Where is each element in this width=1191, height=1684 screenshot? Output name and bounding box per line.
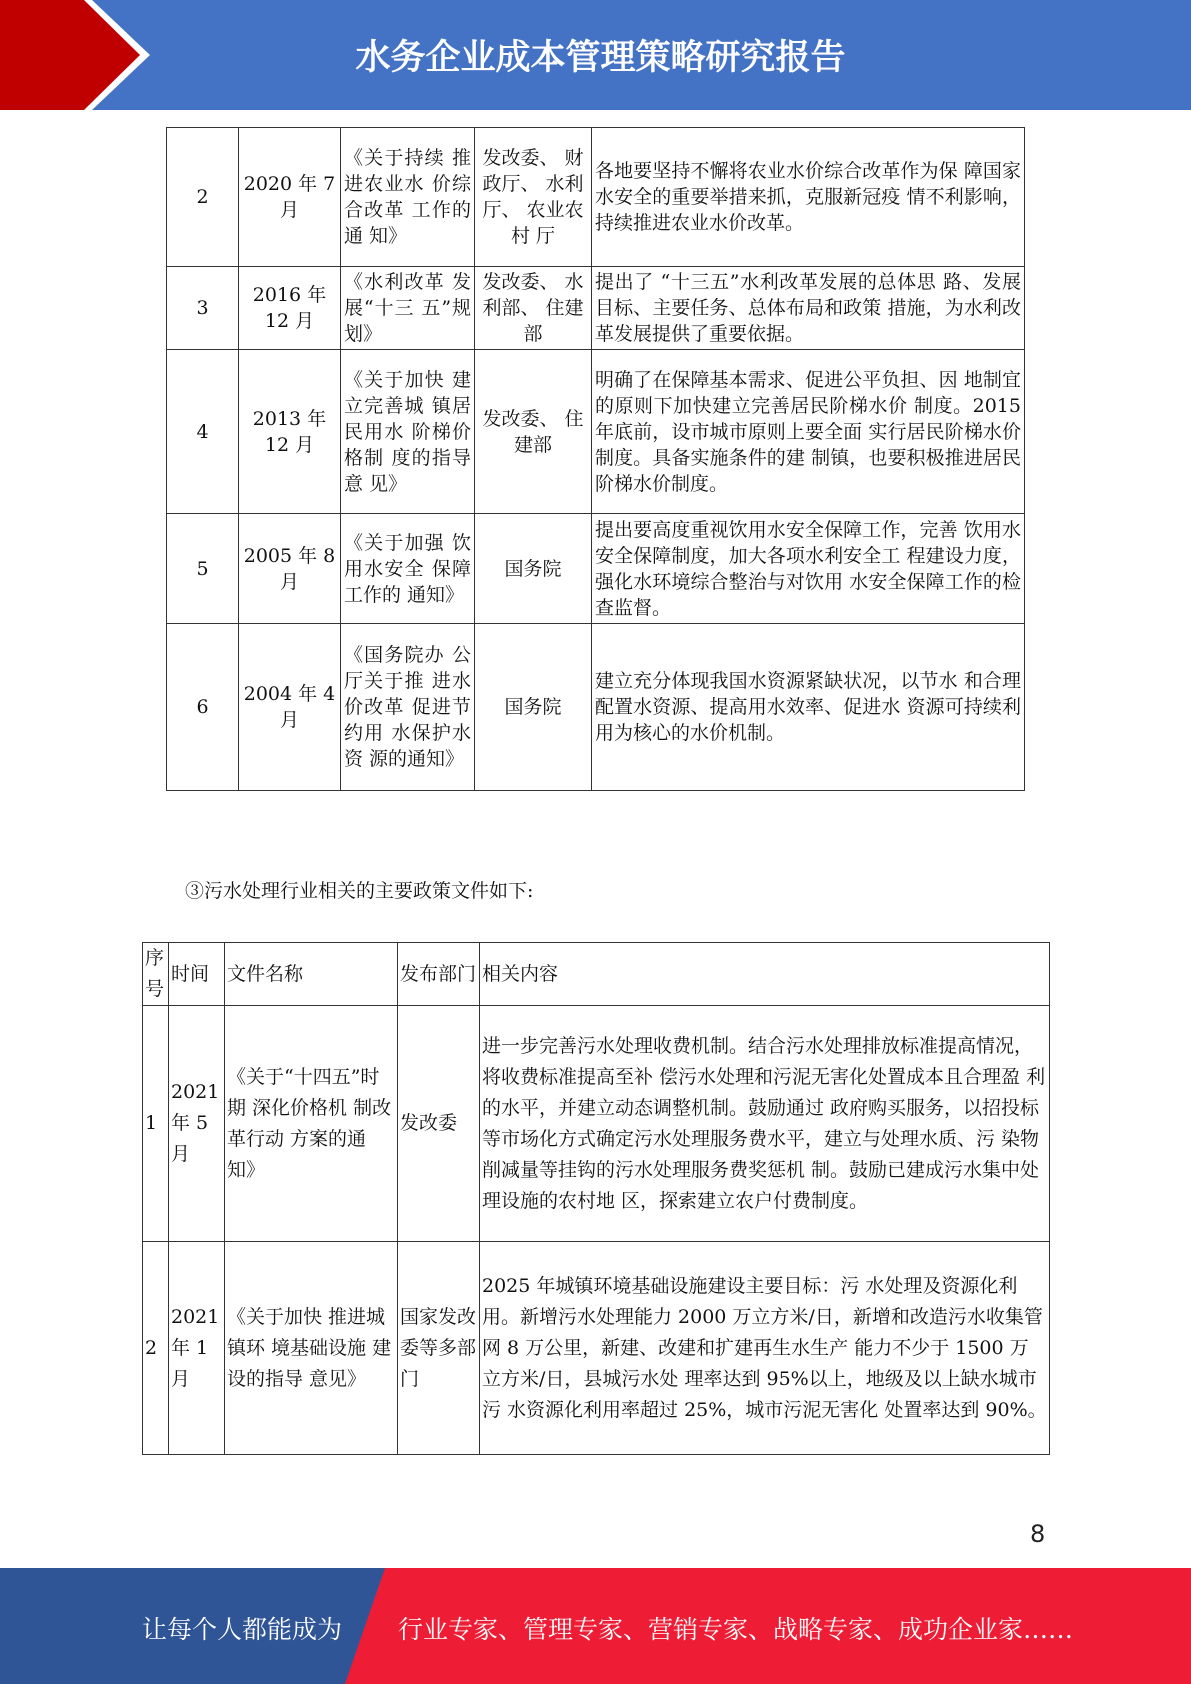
table-row [167,514,1025,624]
row-content: 进一步完善污水处理收费机制。结合污水处理排放标准提高情况，将收费标准提高至补 偿污水处理和污泥无害化处置成本且合理盈 利的水平，并建立动态调整机制。鼓励通过 政府购买服务，以招投标等市场化方式确定污水处理服务费水平，建立与处理水质、污 染物削减量等挂钩的污水处理服务费奖惩机 制。鼓励已建成污水集中处理设施的农村地 区，探索建立农户付费制度。 [480,1006,1050,1242]
row-time: 2013 年 12 月 [239,350,341,514]
header-time: 时间 [169,943,225,1006]
footer-slogan-right: 行业专家、管理专家、营销专家、战略专家、成功企业家…… [398,1615,1074,1644]
row-content: 提出要高度重视饮用水安全保障工作，完善 饮用水安全保障制度，加大各项水利安全工 程建设力度，强化水环境综合整治与对饮用 水安全保障工作的检查监督。 [592,514,1025,624]
row-department: 国务院 [475,514,592,624]
row-number: 6 [167,624,239,791]
row-number: 1 [143,1006,169,1242]
row-department: 发改委、 水利部、 住建部 [475,267,592,350]
row-document-name: 《水利改革 发展“十三 五”规划》 [341,267,475,350]
row-content: 2025 年城镇环境基础设施建设主要目标：污 水处理及资源化利用。新增污水处理能力 2000 万立方米/日，新增和改造污水收集管 网 8 万公里，新建、改建和扩建再生水生产 能力不少于 1500 万立方米/日，县城污水处 理率达到 95%以上，地级及以上缺水城市污 水资源化利用率超过 25%，城市污泥无害化 处置率达到 90%。 [480,1242,1050,1455]
row-document-name: 《关于加快 推进城镇环 境基础设施 建设的指导 意见》 [225,1242,398,1455]
footer-slogan-left: 让每个人都能成为 [142,1615,343,1644]
table-row [167,624,1025,791]
row-number: 4 [167,350,239,514]
report-title: 水务企业成本管理策略研究报告 [355,38,846,78]
row-time: 2005 年 8 月 [239,514,341,624]
header-document-name: 文件名称 [225,943,398,1006]
row-document-name: 《关于加强 饮用水安全 保障工作的 通知》 [341,514,475,624]
row-document-name: 《关于持续 推进农业水 价综合改革 工作的通 知》 [341,128,475,267]
row-document-name: 《关于加快 建立完善城 镇居民用水 阶梯价格制 度的指导意 见》 [341,350,475,514]
row-number: 2 [167,128,239,267]
row-time: 2020 年 7月 [239,128,341,267]
table-header-row [143,943,1050,1006]
header-content: 相关内容 [480,943,1050,1006]
header-number: 序号 [143,943,169,1006]
row-content: 建立充分体现我国水资源紧缺状况，以节水 和合理配置水资源、提高用水效率、促进水 资源可持续利用为核心的水价机制。 [592,624,1025,791]
row-document-name: 《国务院办 公厅关于推 进水价改革 促进节约用 水保护水资 源的通知》 [341,624,475,791]
row-content: 提出了 “十三五”水利改革发展的总体思 路、发展目标、主要任务、总体布局和政策 措施，为水利改革发展提供了重要依据。 [592,267,1025,350]
row-time: 2021 年 5 月 [169,1006,225,1242]
row-content: 明确了在保障基本需求、促进公平负担、因 地制宜的原则下加快建立完善居民阶梯水价 制度。2015 年底前，设市城市原则上要全面 实行居民阶梯水价制度。具备实施条件的建 制镇，也要积极推进居民阶梯水价制度。 [592,350,1025,514]
table-row [143,1006,1050,1242]
page-number: 8 [1030,1520,1046,1548]
policy-table-water-pricing [166,127,1025,791]
row-department: 发改委、 住建部 [475,350,592,514]
row-content: 各地要坚持不懈将农业水价综合改革作为保 障国家水安全的重要举措来抓，克服新冠疫 情不利影响，持续推进农业水价改革。 [592,128,1025,267]
row-number: 3 [167,267,239,350]
row-department: 发改委 [398,1006,480,1242]
row-number: 5 [167,514,239,624]
row-department: 国家发改 委等多部门 [398,1242,480,1455]
row-department: 国务院 [475,624,592,791]
table-row [167,267,1025,350]
header-department: 发布部门 [398,943,480,1006]
table-row [167,350,1025,514]
section-intro: ③污水处理行业相关的主要政策文件如下: [185,880,534,902]
row-time: 2004 年 4 月 [239,624,341,791]
row-department: 发改委、 财政厅、 水利厅、 农业农村 厅 [475,128,592,267]
page-header [0,0,1191,110]
table-row [143,1242,1050,1455]
row-number: 2 [143,1242,169,1455]
table-row [167,128,1025,267]
row-document-name: 《关于“十四五”时期 深化价格机 制改革行动 方案的通 知》 [225,1006,398,1242]
row-time: 2016 年 12 月 [239,267,341,350]
row-time: 2021 年 1 月 [169,1242,225,1455]
policy-table-sewage [142,942,1050,1455]
